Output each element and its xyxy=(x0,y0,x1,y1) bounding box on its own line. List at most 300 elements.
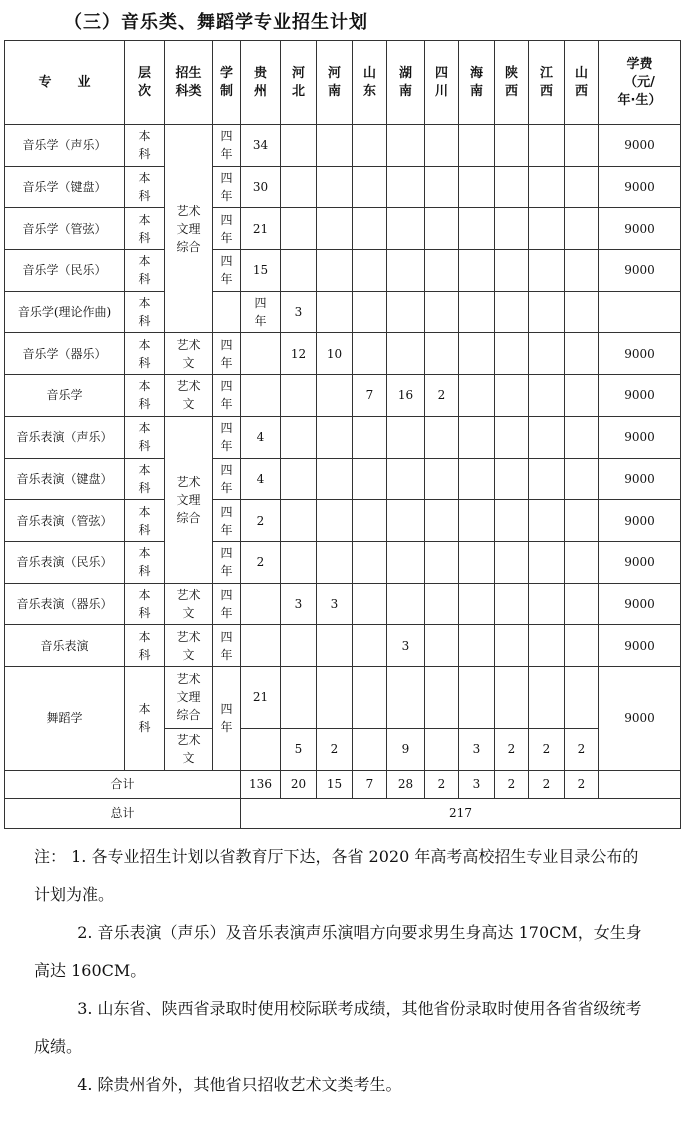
level-cell-text: 本科 xyxy=(138,546,151,579)
level-cell xyxy=(125,333,165,375)
level-cell xyxy=(125,125,165,167)
level-cell-text: 本科 xyxy=(138,337,151,370)
header-type: 招生科类 xyxy=(165,41,213,125)
count-cell xyxy=(529,125,565,167)
count-cell: 7 xyxy=(353,375,387,417)
count-cell xyxy=(387,458,425,500)
years-cell-text: 四年 xyxy=(220,379,233,412)
count-cell xyxy=(425,291,459,333)
count-cell: 3 xyxy=(281,291,317,333)
count-cell xyxy=(529,458,565,500)
count-cell xyxy=(353,291,387,333)
count-cell xyxy=(565,541,599,583)
header-province-8: 江西 xyxy=(529,41,565,125)
major-cell: 音乐学（管弦） xyxy=(5,208,125,250)
major-cell: 音乐表演（管弦） xyxy=(5,500,125,542)
count-cell xyxy=(565,666,599,728)
count-cell xyxy=(599,291,681,333)
subtotal-cell: 7 xyxy=(353,770,387,798)
fee-cell: 9000 xyxy=(599,208,681,250)
count-cell xyxy=(565,208,599,250)
count-cell xyxy=(529,166,565,208)
header-province-9: 山西 xyxy=(565,41,599,125)
count-cell xyxy=(529,375,565,417)
count-cell xyxy=(459,500,495,542)
major-cell: 音乐表演 xyxy=(5,625,125,667)
count-cell xyxy=(241,333,281,375)
count-cell: 4 xyxy=(241,416,281,458)
count-cell: 4 xyxy=(241,458,281,500)
total-label: 总计 xyxy=(5,798,241,828)
count-cell xyxy=(425,333,459,375)
count-cell xyxy=(241,583,281,625)
count-cell xyxy=(353,500,387,542)
level-cell-text: 本科 xyxy=(138,421,151,454)
count-cell xyxy=(425,208,459,250)
count-cell: 2 xyxy=(495,728,529,770)
subtotal-label: 合计 xyxy=(5,770,241,798)
count-cell xyxy=(565,458,599,500)
level-cell xyxy=(125,208,165,250)
count-cell xyxy=(353,728,387,770)
years-cell-text: 四年 xyxy=(220,702,233,735)
count-cell xyxy=(317,500,353,542)
years-cell xyxy=(213,416,241,458)
header-level: 层次 xyxy=(125,41,165,125)
header-province-1: 河北 xyxy=(281,41,317,125)
fee-cell: 9000 xyxy=(599,666,681,770)
count-cell xyxy=(387,333,425,375)
major-cell: 音乐表演（键盘） xyxy=(5,458,125,500)
header-province-2: 河南 xyxy=(317,41,353,125)
level-cell xyxy=(125,666,165,770)
count-cell xyxy=(387,500,425,542)
table-row xyxy=(5,166,681,208)
subtotal-cell: 2 xyxy=(529,770,565,798)
count-cell xyxy=(425,125,459,167)
years-cell xyxy=(213,541,241,583)
count-cell xyxy=(281,458,317,500)
type-cell-text: 艺术文 xyxy=(176,379,201,412)
header-province-0: 贵州 xyxy=(241,41,281,125)
count-cell xyxy=(565,166,599,208)
count-cell xyxy=(459,125,495,167)
count-cell xyxy=(317,666,353,728)
level-cell xyxy=(125,500,165,542)
count-cell: 2 xyxy=(425,375,459,417)
count-cell: 3 xyxy=(459,728,495,770)
type-cell xyxy=(165,125,213,333)
count-cell xyxy=(387,250,425,292)
subtotal-cell: 20 xyxy=(281,770,317,798)
count-cell xyxy=(459,166,495,208)
count-cell: 9 xyxy=(387,728,425,770)
count-cell xyxy=(459,541,495,583)
header-province-4: 湖南 xyxy=(387,41,425,125)
count-cell xyxy=(425,166,459,208)
years-cell-text: 四年 xyxy=(220,546,233,579)
fee-cell: 9000 xyxy=(599,375,681,417)
fee-cell: 9000 xyxy=(599,333,681,375)
count-cell xyxy=(459,250,495,292)
count-cell xyxy=(387,416,425,458)
count-cell xyxy=(353,416,387,458)
level-cell-text: 本科 xyxy=(138,296,151,329)
total-value: 217 xyxy=(241,798,681,828)
note-4: 4. 除贵州省外，其他省只招收艺术文类考生。 xyxy=(77,1075,402,1094)
major-cell: 音乐学（民乐） xyxy=(5,250,125,292)
level-cell-text: 本科 xyxy=(138,129,151,162)
level-cell xyxy=(125,416,165,458)
level-cell-text: 本科 xyxy=(138,379,151,412)
count-cell xyxy=(317,125,353,167)
count-cell xyxy=(425,728,459,770)
count-cell xyxy=(281,375,317,417)
level-cell-text: 本科 xyxy=(138,212,151,245)
fee-cell: 9000 xyxy=(599,416,681,458)
count-cell xyxy=(281,208,317,250)
count-cell xyxy=(565,583,599,625)
type-cell-text: 艺术文理综合 xyxy=(176,672,201,723)
table-row xyxy=(5,375,681,417)
count-cell xyxy=(529,625,565,667)
count-cell xyxy=(425,583,459,625)
count-cell xyxy=(425,416,459,458)
count-cell xyxy=(459,291,495,333)
level-cell xyxy=(125,166,165,208)
header-province-5: 四川 xyxy=(425,41,459,125)
count-cell xyxy=(281,416,317,458)
years-cell-text: 四年 xyxy=(220,254,233,287)
count-cell xyxy=(281,125,317,167)
fee-cell: 9000 xyxy=(599,458,681,500)
count-cell xyxy=(317,458,353,500)
years-cell xyxy=(213,208,241,250)
count-cell xyxy=(529,291,565,333)
level-cell xyxy=(125,250,165,292)
subtotal-cell: 136 xyxy=(241,770,281,798)
page-title: （三）音乐类、舞蹈学专业招生计划 xyxy=(64,12,368,33)
count-cell xyxy=(495,125,529,167)
fee-cell: 9000 xyxy=(599,625,681,667)
count-cell xyxy=(459,666,495,728)
header-major: 专 业 xyxy=(5,41,125,125)
header-province-7: 陕西 xyxy=(495,41,529,125)
level-cell xyxy=(125,375,165,417)
count-cell xyxy=(317,375,353,417)
count-cell xyxy=(565,375,599,417)
fee-cell: 9000 xyxy=(599,166,681,208)
count-cell: 16 xyxy=(387,375,425,417)
subtotal-cell: 28 xyxy=(387,770,425,798)
type-cell-empty xyxy=(213,291,241,333)
subtotal-row xyxy=(5,770,681,798)
years-cell-text: 四年 xyxy=(220,462,233,495)
type-cell xyxy=(165,625,213,667)
count-cell xyxy=(459,583,495,625)
header-row xyxy=(5,41,681,125)
subtotal-cell: 2 xyxy=(495,770,529,798)
count-cell xyxy=(565,500,599,542)
count-cell: 2 xyxy=(317,728,353,770)
type-cell xyxy=(165,728,213,770)
years-cell xyxy=(213,250,241,292)
count-cell xyxy=(565,291,599,333)
count-cell xyxy=(529,333,565,375)
years-cell-text: 四年 xyxy=(220,587,233,620)
count-cell xyxy=(495,250,529,292)
count-cell xyxy=(459,375,495,417)
subtotal-fee-empty xyxy=(599,770,681,798)
level-cell xyxy=(125,541,165,583)
note-1: 注： 1. 各专业招生计划以省教育厅下达，各省 2020 年高考高校招生专业目录公布的计划为准。 xyxy=(34,847,639,904)
count-cell xyxy=(565,250,599,292)
notes xyxy=(34,838,654,1104)
total-row xyxy=(5,798,681,828)
count-cell: 10 xyxy=(317,333,353,375)
years-cell xyxy=(213,666,241,770)
count-cell: 3 xyxy=(317,583,353,625)
count-cell: 2 xyxy=(529,728,565,770)
count-cell xyxy=(425,458,459,500)
table-row xyxy=(5,250,681,292)
fee-cell: 9000 xyxy=(599,125,681,167)
note-3: 3. 山东省、陕西省录取时使用校际联考成绩，其他省份录取时使用各省省级统考成绩。 xyxy=(34,999,642,1056)
count-cell xyxy=(425,541,459,583)
count-cell xyxy=(529,416,565,458)
count-cell: 34 xyxy=(241,125,281,167)
count-cell: 21 xyxy=(241,208,281,250)
count-cell xyxy=(565,333,599,375)
count-cell xyxy=(529,500,565,542)
subtotal-cell: 3 xyxy=(459,770,495,798)
type-cell xyxy=(165,416,213,583)
count-cell xyxy=(281,666,317,728)
count-cell xyxy=(495,541,529,583)
major-cell: 音乐学（键盘） xyxy=(5,166,125,208)
years-cell xyxy=(213,375,241,417)
count-cell xyxy=(387,541,425,583)
subtotal-cell: 2 xyxy=(425,770,459,798)
count-cell xyxy=(495,375,529,417)
count-cell: 3 xyxy=(387,625,425,667)
level-cell xyxy=(125,583,165,625)
count-cell xyxy=(241,625,281,667)
level-cell-text: 本科 xyxy=(138,629,151,662)
header-province-3: 山东 xyxy=(353,41,387,125)
count-cell xyxy=(495,666,529,728)
count-cell xyxy=(353,541,387,583)
count-cell xyxy=(353,458,387,500)
count-cell xyxy=(459,458,495,500)
count-cell xyxy=(459,416,495,458)
count-cell xyxy=(353,166,387,208)
type-cell-text: 艺术文 xyxy=(176,733,201,766)
count-cell xyxy=(281,166,317,208)
type-cell xyxy=(165,375,213,417)
level-cell-text: 本科 xyxy=(138,587,151,620)
count-cell xyxy=(495,208,529,250)
years-cell-text: 四年 xyxy=(220,171,233,204)
count-cell xyxy=(459,625,495,667)
fee-cell: 9000 xyxy=(599,250,681,292)
count-cell xyxy=(495,416,529,458)
type-cell xyxy=(165,333,213,375)
count-cell xyxy=(425,250,459,292)
count-cell xyxy=(529,583,565,625)
fee-cell: 9000 xyxy=(599,541,681,583)
level-cell xyxy=(125,458,165,500)
count-cell: 30 xyxy=(241,166,281,208)
table-row xyxy=(5,583,681,625)
count-cell xyxy=(425,500,459,542)
years-cell-text: 四年 xyxy=(254,296,267,329)
count-cell xyxy=(495,458,529,500)
years-cell-text: 四年 xyxy=(220,504,233,537)
fee-cell: 9000 xyxy=(599,583,681,625)
major-cell: 音乐学（声乐） xyxy=(5,125,125,167)
table-row xyxy=(5,541,681,583)
count-cell xyxy=(317,166,353,208)
table-row xyxy=(5,416,681,458)
major-cell: 音乐表演（器乐） xyxy=(5,583,125,625)
count-cell xyxy=(241,728,281,770)
years-cell xyxy=(213,333,241,375)
count-cell xyxy=(529,666,565,728)
count-cell xyxy=(565,416,599,458)
major-cell: 音乐学(理论作曲) xyxy=(5,291,125,333)
count-cell xyxy=(529,208,565,250)
count-cell xyxy=(565,625,599,667)
years-cell-text: 四年 xyxy=(220,629,233,662)
level-cell-text: 本科 xyxy=(138,462,151,495)
header-province-6: 海南 xyxy=(459,41,495,125)
table-body xyxy=(5,41,681,829)
count-cell xyxy=(387,125,425,167)
table-row xyxy=(5,625,681,667)
level-cell-text: 本科 xyxy=(138,171,151,204)
level-cell xyxy=(125,625,165,667)
table-row xyxy=(5,333,681,375)
count-cell xyxy=(317,625,353,667)
count-cell xyxy=(353,666,387,728)
count-cell xyxy=(495,583,529,625)
count-cell xyxy=(425,625,459,667)
count-cell xyxy=(387,291,425,333)
table-row xyxy=(5,500,681,542)
count-cell xyxy=(495,333,529,375)
major-cell: 音乐学（器乐） xyxy=(5,333,125,375)
count-cell xyxy=(387,208,425,250)
count-cell xyxy=(317,208,353,250)
years-cell xyxy=(213,583,241,625)
count-cell xyxy=(281,541,317,583)
count-cell: 3 xyxy=(281,583,317,625)
years-cell-text: 四年 xyxy=(220,212,233,245)
count-cell: 12 xyxy=(281,333,317,375)
count-cell xyxy=(317,541,353,583)
count-cell xyxy=(387,583,425,625)
count-cell xyxy=(317,250,353,292)
count-cell xyxy=(353,125,387,167)
years-cell xyxy=(213,625,241,667)
count-cell xyxy=(353,333,387,375)
enrollment-plan-table xyxy=(4,40,681,829)
count-cell xyxy=(565,125,599,167)
subtotal-cell: 2 xyxy=(565,770,599,798)
level-cell xyxy=(125,291,165,333)
type-cell-text: 艺术文 xyxy=(176,337,201,370)
count-cell: 21 xyxy=(241,666,281,728)
table-row xyxy=(5,458,681,500)
count-cell xyxy=(281,625,317,667)
count-cell: 2 xyxy=(241,500,281,542)
major-cell: 舞蹈学 xyxy=(5,666,125,770)
count-cell: 2 xyxy=(241,541,281,583)
type-cell-text: 艺术文理综合 xyxy=(176,474,201,525)
count-cell xyxy=(529,541,565,583)
years-cell xyxy=(213,458,241,500)
years-cell-text: 四年 xyxy=(220,421,233,454)
count-cell: 2 xyxy=(565,728,599,770)
count-cell xyxy=(495,291,529,333)
count-cell xyxy=(281,500,317,542)
count-cell xyxy=(353,250,387,292)
count-cell xyxy=(495,625,529,667)
count-cell: 15 xyxy=(241,250,281,292)
table-row xyxy=(5,125,681,167)
count-cell xyxy=(425,666,459,728)
count-cell xyxy=(353,208,387,250)
note-2: 2. 音乐表演（声乐）及音乐表演声乐演唱方向要求男生身高达 170CM，女生身高达 160CM。 xyxy=(34,923,642,980)
years-cell-text: 四年 xyxy=(220,337,233,370)
count-cell xyxy=(495,500,529,542)
header-fee: 学费 （元/ 年·生） xyxy=(599,41,681,125)
table-row xyxy=(5,291,681,333)
count-cell: 5 xyxy=(281,728,317,770)
years-cell xyxy=(213,166,241,208)
count-cell xyxy=(459,208,495,250)
fee-cell: 9000 xyxy=(599,500,681,542)
years-cell-text: 四年 xyxy=(220,129,233,162)
count-cell xyxy=(529,250,565,292)
count-cell xyxy=(459,333,495,375)
type-cell-text: 艺术文 xyxy=(176,629,201,662)
major-cell: 音乐学 xyxy=(5,375,125,417)
count-cell xyxy=(317,416,353,458)
level-cell-text: 本科 xyxy=(138,504,151,537)
years-cell xyxy=(213,125,241,167)
table-row xyxy=(5,208,681,250)
subtotal-cell: 15 xyxy=(317,770,353,798)
count-cell xyxy=(241,375,281,417)
count-cell xyxy=(317,291,353,333)
major-cell: 音乐表演（声乐） xyxy=(5,416,125,458)
header-years: 学制 xyxy=(213,41,241,125)
type-cell xyxy=(165,583,213,625)
count-cell xyxy=(387,166,425,208)
level-cell-text: 本科 xyxy=(138,254,151,287)
table-row xyxy=(5,666,681,728)
count-cell xyxy=(387,666,425,728)
count-cell xyxy=(495,166,529,208)
major-cell: 音乐表演（民乐） xyxy=(5,541,125,583)
count-cell xyxy=(353,583,387,625)
type-cell-text: 艺术文理综合 xyxy=(176,203,201,254)
type-cell xyxy=(165,666,213,728)
years-cell xyxy=(241,291,281,333)
count-cell xyxy=(281,250,317,292)
